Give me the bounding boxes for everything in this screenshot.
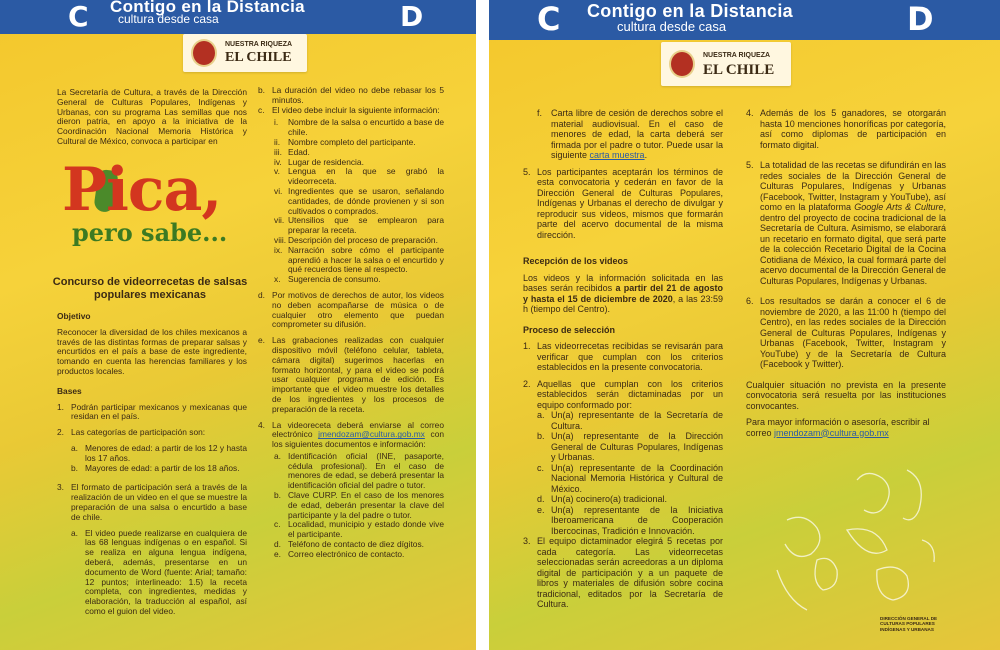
list-item: b. Mayores de edad: a partir de los 18 años. [71,462,240,473]
list-item: e. Las grabaciones realizadas con cualquier dispositivo móvil (teléfono celular, tableta, cámara digital) sugerimos hacerlas en formato horizontal, y para el video se podrá usar cualquier programa de edición. Es importante que el video muestre los detalles de los ingredientes y los procesos de preparación de la receta. [258,335,444,414]
left-page [0,0,476,650]
col4-body [746,108,946,438]
list-item: d. Por motivos de derechos de autor, los videos no deben acompañarse de música o de cualquier otro elemento que puedan comprometer su difusión. [258,289,444,330]
recepcion-heading: Recepción de los videos [523,256,629,266]
list-item: 1. Las videorrecetas recibidas se revisarán para verificar que cumplan con los criterios establecidos en la presente convocatoria. [523,341,723,372]
jury-list [523,410,723,536]
list-item: c. Un(a) representante de la Coordinación Nacional Memoria Histórica y Cultural de México. [537,462,723,494]
list-item: 5. La totalidad de las recetas se difundirán en las redes sociales de la Dirección General de Culturas Populares, Indígenas y Urbanas (Facebook, Twitter, Instagram y YouTube), así como en la plataforma Google Arts & Culture, dentro del proyecto de cocina tradicional de la Secretaría de Cultura. Asimismo, se elaborará un recetario en formato digital, que será parte de la colección Recetario Digital de la Cocina Cotidiana de México, la cual formará parte del acervo documental de la Dirección General de Culturas Populares, Indígenas y Urbanas. [746,160,946,286]
header-subtitle: cultura desde casa [617,19,727,34]
intro-text: La Secretaría de Cultura, a través de la Dirección General de Culturas Populares, Indígenas y Urbanas, con su programa Las semillas que nos dieron patria, en apoyo a la iniciativa de la Coordinación Nacional Memoria Histórica y Cultural de México, convoca a participar en [57,87,247,146]
list-item: 1. Podrán participar mexicanos y mexicanas que residan en el país. [57,401,247,422]
list-item: a. El video puede realizarse en cualquiera de las 68 lenguas indígenas o en español. Si se realiza en alguna lengua indígena, deberá, además, presentarse en un documento de Word (fuente: Arial; tamaño: 12 puntos; interlineado: 1.5) la receta completa, con ingredientes, medidas y elaboración, la traducción al español, así como el guion del video. [71,527,247,616]
logo-line2: EL CHILE [225,50,292,65]
header-bar [489,0,1000,40]
list-item: ii. Nombre completo del participante. [274,136,416,147]
list-item: 3. El equipo dictaminador elegirá 5 recetas por cada categoría. Las videorrecetas seleccionadas serán acreedoras a un diploma digital de participación y a un paquete de libros y materiales de difusión sobre cocina tradicional, editados por la Secretaría de Cultura. [523,536,723,609]
list-item: b. Un(a) representante de la Dirección General de Culturas Populares, Indígenas y Urbanas. [537,431,723,462]
header-title: Contigo en la Distancia [110,0,305,16]
list-item: a. Un(a) representante de la Secretaría de Cultura. [537,410,723,431]
list-item: x. Sugerencia de consumo. [274,274,381,285]
list-item: 5. Los participantes aceptarán los términos de esta convocatoria y cederán en favor de la Dirección General de Culturas Populares, Indígenas y Urbanas el derecho de divulgar y reproducir sus videos, mismos que formarán parte del acervo documental de la misma dirección. [523,166,723,240]
header-subtitle: cultura desde casa [118,12,219,26]
pica-title [62,155,228,247]
objetivo-text: Reconocer la diversidad de los chiles mexicanos a través de las distintas formas de preparar salsas y encurtidos en el país a base de este ingrediente, tomando en cuenta las herencias familiares y los productos locales. [57,326,247,376]
contest-subtitle: Concurso de videorrecetas de salsas populares mexicanas [52,276,248,301]
list-item: i. Nombre de la salsa o encurtido a base de chile. [274,117,444,138]
d-logo-icon: D [907,0,934,38]
list-item: 4. Además de los 5 ganadores, se otorgarán hasta 10 menciones honoríficas por categoría, así como diplomas de participación en formato digital. [746,108,946,150]
proceso-heading: Proceso de selección [523,324,616,335]
objetivo-heading: Objetivo [57,311,91,321]
header-bar [0,0,476,34]
col3-body [523,108,723,610]
c-logo-icon: C [537,0,561,38]
list-item: 2. Las categorías de participación son: [57,427,206,438]
list-item: b. Clave CURP. En el caso de los menores de edad, deberán presentar la clave del participante y la del padre o tutor. [274,490,444,520]
d-logo-icon: D [400,0,424,33]
list-item: c. El video debe incluir la siguiente información: [258,104,440,115]
footer-credit: DIRECCIÓN GENERAL DE CULTURAS POPULARES INDÍGENAS Y URBANAS [880,615,938,632]
seal-icon [669,50,695,78]
list-item: e. Correo electrónico de contacto. [274,548,405,559]
list-item: a. Menores de edad: a partir de los 12 y hasta los 17 años. [71,442,247,463]
list-item: d. Teléfono de contacto de diez dígitos. [274,539,424,550]
bases-heading: Bases [57,385,82,396]
email-link[interactable]: jmendozam@cultura.gob.mx [774,427,889,438]
docs-list [258,450,444,560]
title-small: pero sabe... [72,218,228,247]
closing-text: Cualquier situación no prevista en la presente convocatoria será resuelta por las instituciones convocantes. [746,379,946,411]
list-item: c. Localidad, municipio y estado donde vive el participante. [274,519,444,540]
chile-illustration-icon [747,460,967,630]
header-title: Contigo en la Distancia [587,1,793,21]
el-chile-logo: NUESTRA RIQUEZA EL CHILE [661,42,791,86]
right-page [489,0,1000,650]
list-item: f. Carta libre de cesión de derechos sobre el material audiovisual. En el caso de menores de edad, la carta deberá ser firmada por el padre o tutor. Puede usar la siguiente carta muestra. [537,108,723,160]
list-item: ix. Narración sobre cómo el participante aprendió a hacer la salsa o el encurtido y qué recuerdos tiene al respecto. [274,244,444,275]
info-text: Para mayor información o asesoría, escribir al correo jmendozam@cultura.gob.mx [746,417,930,438]
list-item: vi. Ingredientes que se usaron, señalando cantidades, de dónde provienen y si son cultivados o comprados. [274,185,444,216]
col2-body [258,86,444,560]
title-big: Pica, [62,155,222,225]
list-item: a. Identificación oficial (INE, pasaporte, cédula profesional). En el caso de menores de edad, se deberá presentar la identificación oficial del padre o tutor. [274,450,444,491]
email-link[interactable]: jmendozam@cultura.gob.mx [318,429,425,440]
sample-letter-link[interactable]: carta muestra [589,150,645,160]
list-item: 2. Aquellas que cumplan con los criterios establecidos serán dictaminadas por un equipo conformado por: [523,378,723,410]
list-item: vii. Utensilios que se emplearon para preparar la receta. [274,215,444,236]
col1-body [57,312,247,617]
list-item: iii. Edad. [274,146,310,157]
list-item: 6. Los resultados se darán a conocer el 6 de noviembre de 2020, a las 11:00 h (tiempo del Centro), en las redes sociales de la Dirección General de Culturas Populares, Indígenas y Urbanas (Facebook, Twitter, Instagram y YouTube) y de la Secretaría de Cultura (Facebook y Twitter). [746,296,946,369]
list-item: viii. Descripción del proceso de preparación. [274,234,438,245]
list-item: b. La duración del video no debe rebasar los 5 minutos. [258,85,444,105]
c-logo-icon: C [68,0,89,33]
el-chile-logo [183,34,307,72]
list-item: d. Un(a) cocinero(a) tradicional. [537,494,668,504]
seal-icon [191,39,217,67]
list-item: 4. La videoreceta deberá enviarse al correo electrónico jmendozam@cultura.gob.mx con los siguientes documentos e información: [258,419,445,450]
logo-line1: NUESTRA RIQUEZA [225,41,293,48]
list-item: e. Un(a) representante de la Iniciativa Iberoamericana de Cooperación Ibercocinas, Tradición e Innovación. [537,504,723,536]
recepcion-text: Los videos y la información solicitada en las bases serán recibidos a partir del 21 de agosto y hasta el 15 de diciembre de 2020, a las 23:59 h (tiempo del Centro). [523,272,723,314]
list-item: 3. El formato de participación será a través de la realización de un video en el que se muestre la preparación de una salsa o encurtido a base de chile. [57,482,247,522]
info-list [258,115,444,285]
list-item: v. Lengua en la que se grabó la videorreceta. [274,166,444,187]
list-item: iv. Lugar de residencia. [274,156,364,167]
